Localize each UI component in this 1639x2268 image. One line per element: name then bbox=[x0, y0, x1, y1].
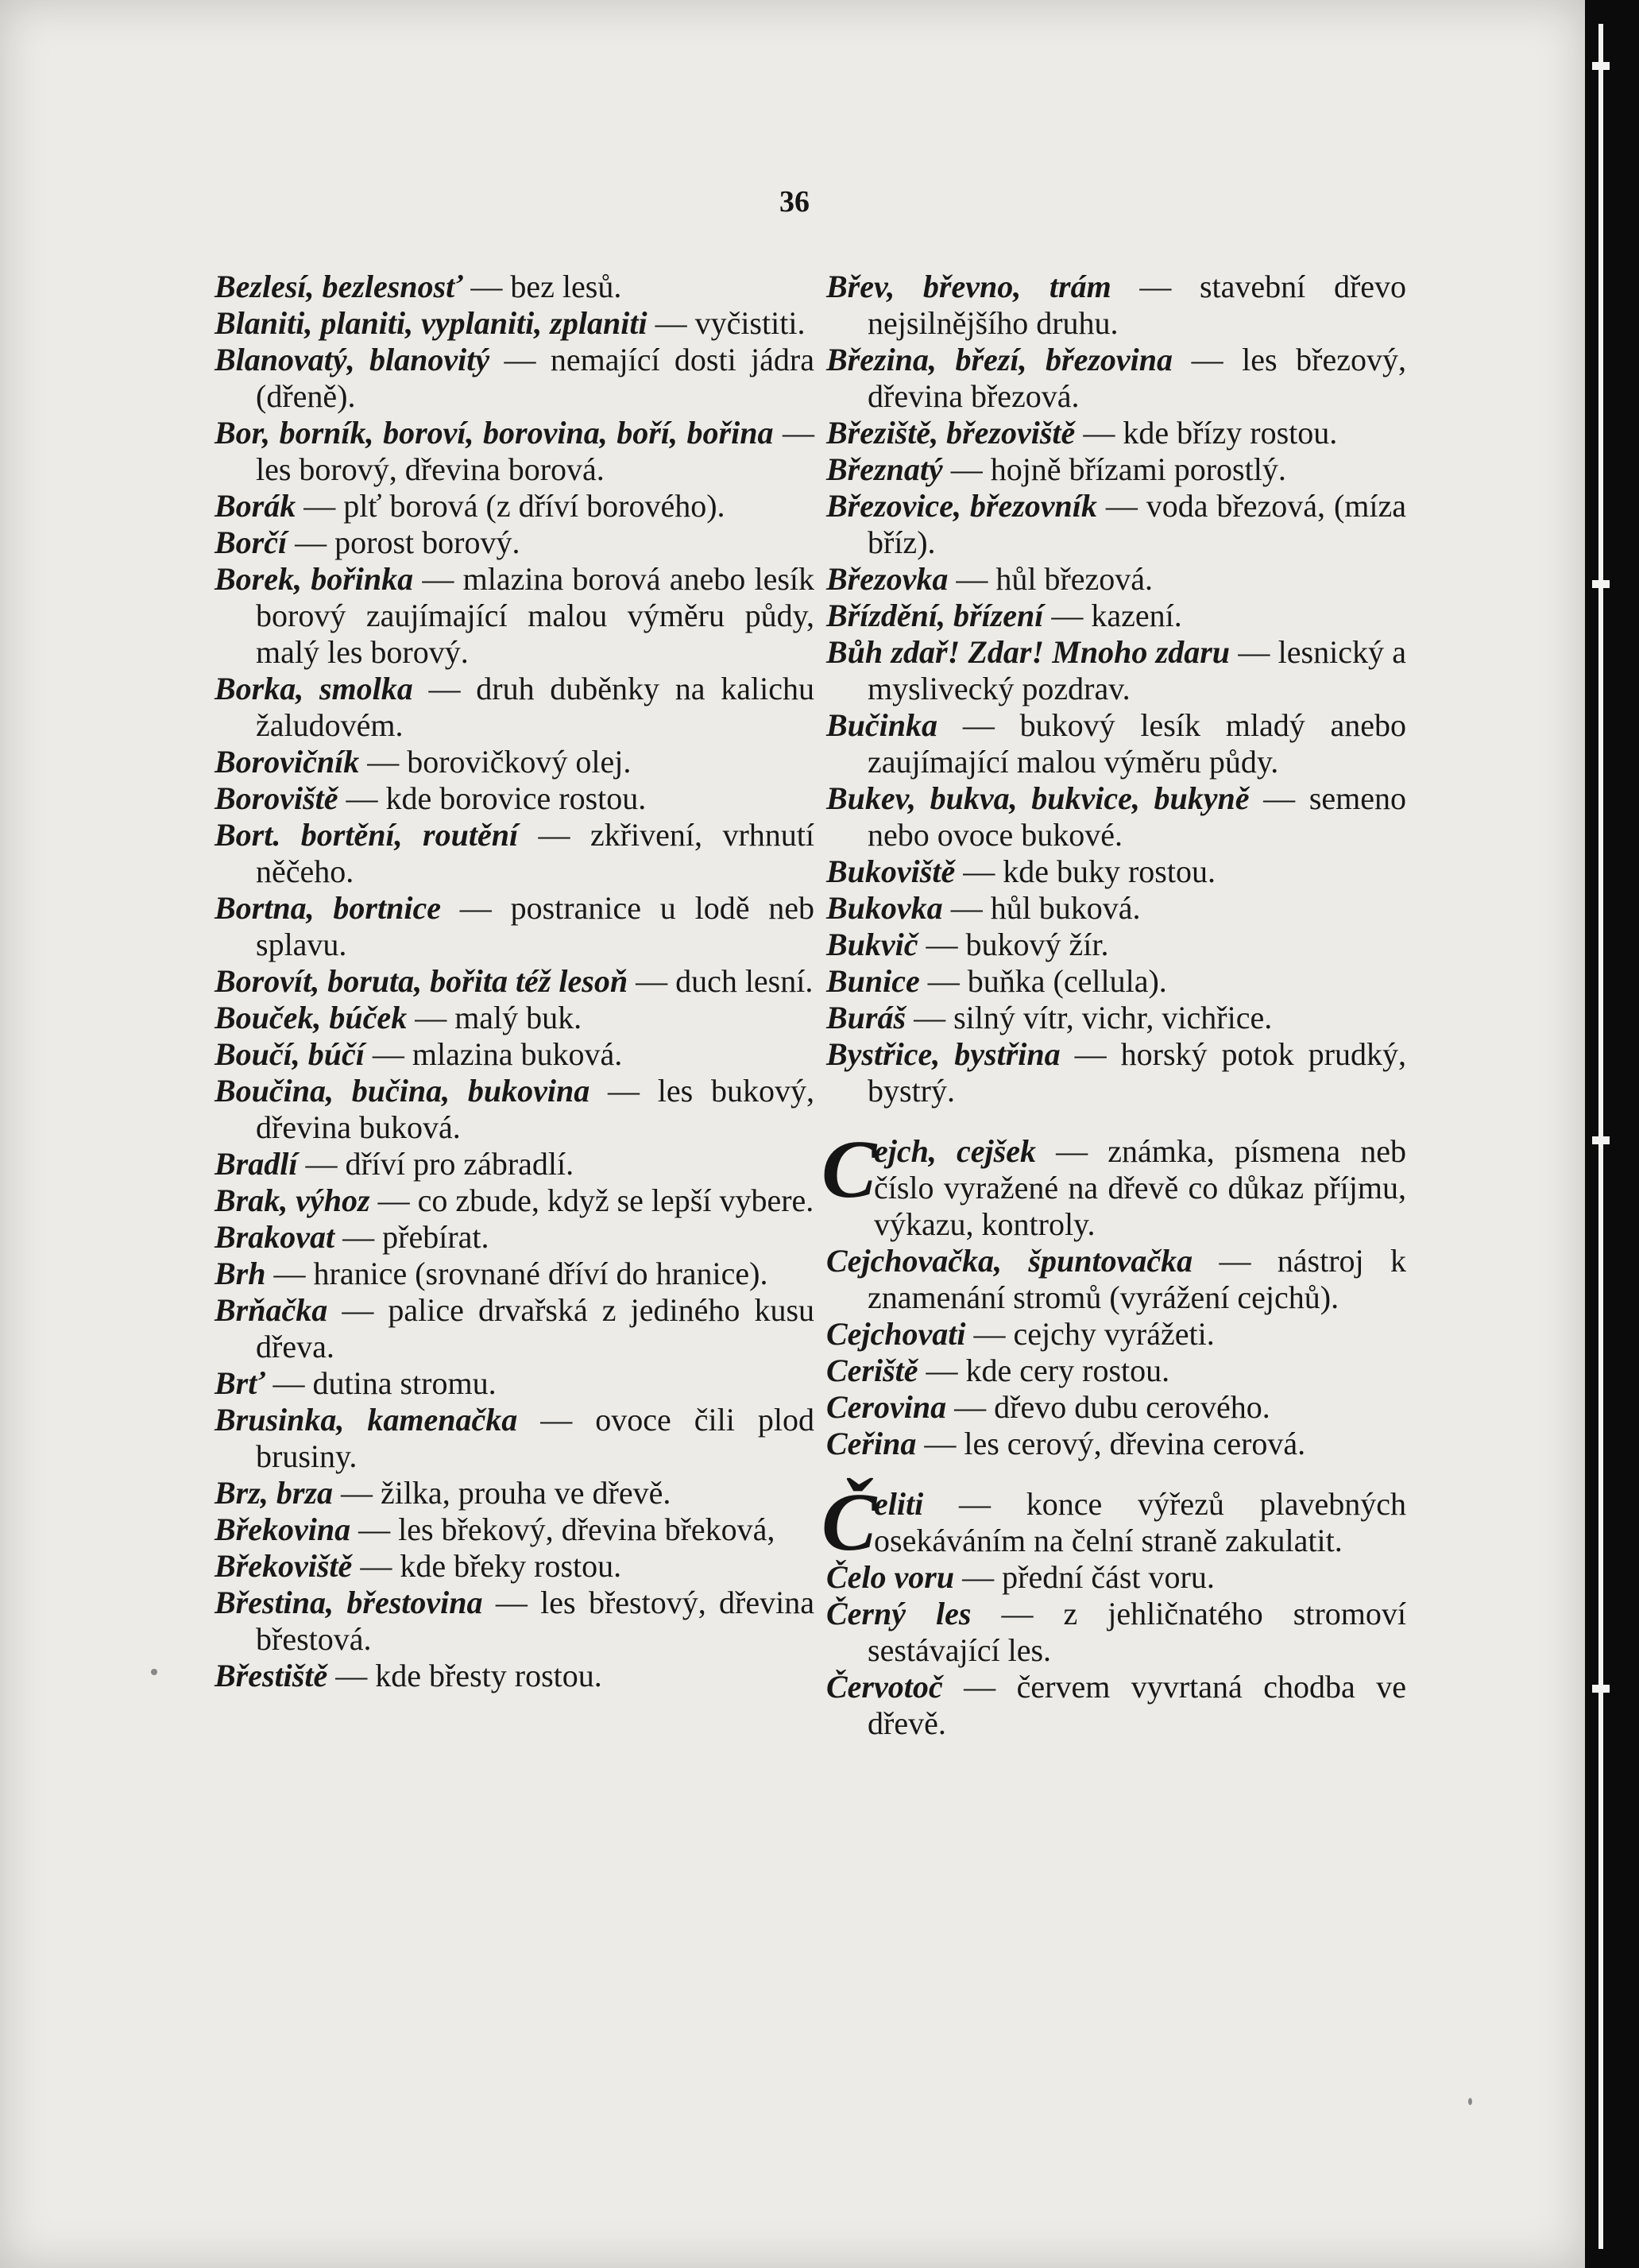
dictionary-entry bbox=[826, 488, 1406, 561]
dictionary-entry bbox=[826, 1559, 1406, 1596]
dictionary-entry bbox=[826, 269, 1406, 342]
dictionary-entry bbox=[826, 1243, 1406, 1316]
entry-term: Cejchovačka, špuntovačka bbox=[826, 1243, 1193, 1279]
entry-definition: — les cerový, dřevina cerová. bbox=[924, 1426, 1306, 1461]
dictionary-entry bbox=[215, 1073, 814, 1146]
dictionary-entry bbox=[215, 415, 814, 488]
dictionary-entry bbox=[215, 1475, 814, 1511]
entry-definition: — co zbude, když se lepší vybere. bbox=[377, 1182, 814, 1218]
dictionary-entry bbox=[826, 415, 1406, 451]
entry-definition: — mlazina buková. bbox=[372, 1036, 623, 1072]
entry-term: Břekoviště bbox=[215, 1548, 353, 1584]
entry-term: Cejchovati bbox=[826, 1316, 966, 1352]
entry-term: Bunice bbox=[826, 963, 920, 999]
entry-definition: — kde břízy rostou. bbox=[1083, 415, 1338, 451]
dictionary-entry bbox=[826, 1353, 1406, 1389]
entry-definition: — plť borová (z dříví borového). bbox=[303, 488, 725, 524]
entry-definition: — semeno nebo ovoce bukové. bbox=[868, 780, 1407, 853]
dictionary-entry bbox=[826, 1000, 1406, 1036]
dictionary-entry bbox=[215, 1585, 814, 1658]
entry-term: Boučina, bučina, bukovina bbox=[215, 1073, 590, 1109]
entry-term: Bučinka bbox=[826, 707, 938, 743]
dictionary-entry bbox=[215, 305, 814, 342]
drop-cap-c: C bbox=[821, 1124, 877, 1215]
entry-definition: — hůl březová. bbox=[956, 561, 1154, 597]
dictionary-entry bbox=[215, 1256, 814, 1292]
dictionary-entry bbox=[826, 634, 1406, 707]
entry-term: Brakovat bbox=[215, 1219, 335, 1255]
entry-definition: — bez lesů. bbox=[470, 269, 622, 304]
entry-definition: — les břestový, dřevina břestová. bbox=[256, 1585, 814, 1657]
entry-term: Buráš bbox=[826, 1000, 906, 1035]
dictionary-entry bbox=[826, 451, 1406, 488]
entry-term: Cerovina bbox=[826, 1389, 947, 1425]
paper-speck bbox=[1468, 2098, 1472, 2105]
dictionary-entry bbox=[215, 342, 814, 415]
dictionary-entry bbox=[215, 1219, 814, 1256]
entry-definition: — hojně břízami porostlý. bbox=[950, 451, 1286, 487]
dictionary-entry bbox=[215, 1000, 814, 1036]
entry-definition: — horský potok prudký, bystrý. bbox=[868, 1036, 1406, 1109]
dictionary-entry bbox=[215, 269, 814, 305]
entry-definition: — nemající dosti jádra (dřeně). bbox=[256, 342, 815, 414]
dictionary-entry bbox=[215, 1182, 814, 1219]
dictionary-entry bbox=[215, 1658, 814, 1694]
entry-definition: — les bukový, dřevina buková. bbox=[256, 1073, 814, 1145]
dictionary-entry bbox=[215, 817, 814, 890]
entries-ch bbox=[826, 1559, 1406, 1742]
entry-definition: — kde břesty rostou. bbox=[335, 1658, 602, 1693]
entry-definition: — les břekový, dřevina břeková, bbox=[358, 1511, 775, 1547]
entry-term: Červotoč bbox=[826, 1669, 943, 1705]
entry-term: Borka, smolka bbox=[215, 671, 413, 706]
entry-definition: — kde břeky rostou. bbox=[360, 1548, 622, 1584]
entry-definition: — cejchy vyrážeti. bbox=[973, 1316, 1215, 1352]
entry-definition: — dříví pro zábradlí. bbox=[305, 1146, 574, 1182]
entries-c bbox=[826, 1243, 1406, 1462]
binding-mark bbox=[1592, 1136, 1610, 1144]
entry-definition: — borovičkový olej. bbox=[367, 744, 632, 780]
dictionary-entry bbox=[215, 1548, 814, 1585]
entry-term: Břev, břevno, trám bbox=[826, 269, 1111, 304]
entry-definition: — ovoce čili plod brusiny. bbox=[256, 1402, 815, 1474]
section-ch-first-entry bbox=[821, 1477, 1406, 1568]
dictionary-entry bbox=[826, 1596, 1406, 1669]
entry-definition: — hůl buková. bbox=[950, 890, 1141, 926]
entry-term: eliti bbox=[874, 1486, 924, 1522]
entry-definition: — bukový žír. bbox=[926, 927, 1109, 962]
entry-term: Bor, borník, boroví, borovina, boří, bořina bbox=[215, 415, 774, 451]
entry-definition: — dutina stromu. bbox=[273, 1365, 497, 1401]
entry-term: Čelo voru bbox=[826, 1559, 955, 1595]
entry-term: Bradlí bbox=[215, 1146, 298, 1182]
entry-term: Břestiště bbox=[215, 1658, 328, 1693]
page-number: 36 bbox=[779, 185, 810, 219]
dictionary-entry bbox=[826, 598, 1406, 634]
entry-term: Břízdění, břízení bbox=[826, 598, 1044, 633]
entry-term: Brak, výhoz bbox=[215, 1182, 370, 1218]
dictionary-entry bbox=[215, 744, 814, 780]
entry-term: ejch, cejšek bbox=[874, 1133, 1036, 1169]
entry-definition: — silný vítr, vichr, vichřice. bbox=[914, 1000, 1273, 1035]
entry-term: Boroviště bbox=[215, 780, 338, 816]
page-edge-shadow bbox=[1585, 0, 1639, 2268]
entry-definition: — vyčistiti. bbox=[655, 305, 806, 341]
dictionary-entry bbox=[215, 1292, 814, 1365]
entry-term: Blanovatý, blanovitý bbox=[215, 342, 490, 377]
entry-term: Bort. bortění, routění bbox=[215, 817, 519, 853]
entry-definition: — lesnický a myslivecký pozdrav. bbox=[868, 634, 1407, 706]
dictionary-entry bbox=[215, 1365, 814, 1402]
dictionary-entry bbox=[826, 853, 1406, 890]
binding-mark bbox=[1592, 580, 1610, 588]
entry-definition: — nástroj k znamenání stromů (vyrážení cejchů). bbox=[868, 1243, 1407, 1315]
entry-term: Břekovina bbox=[215, 1511, 351, 1547]
entry-definition: — kazení. bbox=[1051, 598, 1182, 633]
paper-speck bbox=[151, 1669, 157, 1675]
entry-term: Bystřice, bystřina bbox=[826, 1036, 1061, 1072]
dictionary-entry bbox=[826, 1036, 1406, 1109]
entry-term: Bukvič bbox=[826, 927, 918, 962]
dictionary-entry bbox=[826, 890, 1406, 927]
entry-definition: — bukový lesík mladý anebo zaujímající malou výměru půdy. bbox=[868, 707, 1406, 780]
entry-term: Brť bbox=[215, 1365, 265, 1401]
dictionary-entry bbox=[215, 524, 814, 561]
entries-b bbox=[826, 269, 1406, 1109]
entry-term: Bůh zdař! Zdar! Mnoho zdaru bbox=[826, 634, 1231, 670]
dictionary-entry bbox=[215, 488, 814, 524]
entry-definition: — konce výřezů plavebných osekáváním na čelní straně zakulatit. bbox=[874, 1486, 1406, 1558]
entry-term: Březovice, březovník bbox=[826, 488, 1097, 524]
entry-definition: — z jehličnatého stromoví sestávající les. bbox=[868, 1596, 1407, 1668]
entry-term: Borčí bbox=[215, 524, 288, 560]
entry-term: Březina, březí, březovina bbox=[826, 342, 1173, 377]
dictionary-entry bbox=[826, 561, 1406, 598]
entry-definition: — druh duběnky na kalichu žaludovém. bbox=[256, 671, 815, 743]
entry-term: Bezlesí, bezlesnosť bbox=[215, 269, 463, 304]
entry-definition: — přebírat. bbox=[342, 1219, 489, 1255]
entry-definition: — zkřivení, vrhnutí něčeho. bbox=[256, 817, 814, 889]
dictionary-entry bbox=[215, 1402, 814, 1475]
entry-definition: — kde cery rostou. bbox=[926, 1353, 1170, 1388]
entry-term: Brz, brza bbox=[215, 1475, 333, 1511]
dictionary-entry bbox=[215, 1146, 814, 1182]
entry-term: Borek, bořinka bbox=[215, 561, 414, 597]
dictionary-entry bbox=[826, 1316, 1406, 1353]
entry-definition: — postranice u lodě neb splavu. bbox=[256, 890, 815, 962]
entry-definition: — porost borový. bbox=[295, 524, 520, 560]
entry-definition: — žilka, prouha ve dřevě. bbox=[340, 1475, 671, 1511]
dictionary-entry bbox=[826, 707, 1406, 780]
dictionary-entry bbox=[215, 1511, 814, 1548]
entry-definition: — duch lesní. bbox=[636, 963, 814, 999]
entry-definition: — voda březová, (míza bříz). bbox=[868, 488, 1406, 560]
entry-term: Březiště, březoviště bbox=[826, 415, 1076, 451]
entry-term: Brusinka, kamenačka bbox=[215, 1402, 518, 1438]
binding-mark bbox=[1592, 62, 1610, 70]
dictionary-entry bbox=[215, 1036, 814, 1073]
entry-definition: — přední část voru. bbox=[962, 1559, 1215, 1595]
entry-term: Brňačka bbox=[215, 1292, 328, 1328]
entry-term: Blaniti, planiti, vyplaniti, zplaniti bbox=[215, 305, 647, 341]
entry-term: Bouček, búček bbox=[215, 1000, 408, 1035]
entry-term: Brh bbox=[215, 1256, 266, 1291]
binding-mark bbox=[1592, 1685, 1610, 1693]
entry-definition: — buňka (cellula). bbox=[927, 963, 1167, 999]
entry-term: Borovičník bbox=[215, 744, 360, 780]
entry-definition: — palice drvařská z jediného kusu dřeva. bbox=[256, 1292, 815, 1364]
entry-definition: — kde borovice rostou. bbox=[346, 780, 647, 816]
entry-definition: — známka, písmena neb číslo vyražené na dřevě co důkaz příjmu, výkazu, kontroly. bbox=[874, 1133, 1407, 1242]
dictionary-entry bbox=[826, 963, 1406, 1000]
entry-definition: — dřevo dubu cerového. bbox=[954, 1389, 1270, 1425]
dictionary-entry bbox=[826, 1669, 1406, 1742]
entry-term: Bortna, bortnice bbox=[215, 890, 441, 926]
entry-term: Ceriště bbox=[826, 1353, 918, 1388]
dictionary-entry bbox=[826, 342, 1406, 415]
entry-term: Bukoviště bbox=[826, 853, 956, 889]
dictionary-entry bbox=[826, 927, 1406, 963]
entry-term: Borovít, boruta, bořita též lesoň bbox=[215, 963, 628, 999]
entry-term: Borák bbox=[215, 488, 296, 524]
left-column bbox=[215, 269, 814, 1694]
entry-definition: — mlazina borová anebo lesík borový zaujímající malou výměru půdy, malý les borový. bbox=[256, 561, 815, 670]
dictionary-entry bbox=[826, 1426, 1406, 1462]
dictionary-entry bbox=[826, 780, 1406, 853]
dictionary-entry bbox=[215, 963, 814, 1000]
entry-definition: — hranice (srovnané dříví do hranice). bbox=[273, 1256, 768, 1291]
entry-term: Boučí, búčí bbox=[215, 1036, 365, 1072]
entry-term: Ceřina bbox=[826, 1426, 917, 1461]
dictionary-entry bbox=[215, 890, 814, 963]
entry-term: Černý les bbox=[826, 1596, 972, 1631]
entry-definition: — malý buk. bbox=[415, 1000, 582, 1035]
dictionary-entry bbox=[826, 1389, 1406, 1426]
entry-definition: — les borový, dřevina borová. bbox=[256, 415, 815, 487]
right-column bbox=[821, 269, 1407, 1742]
entry-definition: — kde buky rostou. bbox=[963, 853, 1216, 889]
entry-term: Břestina, břestovina bbox=[215, 1585, 483, 1620]
entry-definition: — stavební dřevo nejsilnějšího druhu. bbox=[868, 269, 1407, 341]
entry-term: Bukovka bbox=[826, 890, 943, 926]
entry-term: Bukev, bukva, bukvice, bukyně bbox=[826, 780, 1250, 816]
dictionary-entry bbox=[215, 561, 814, 671]
entry-definition: — les březový, dřevina březová. bbox=[868, 342, 1406, 414]
entry-term: Březovka bbox=[826, 561, 949, 597]
drop-cap-ch: Č bbox=[821, 1477, 877, 1568]
entry-term: Březnatý bbox=[826, 451, 943, 487]
dictionary-entry bbox=[215, 780, 814, 817]
entry-definition: — červem vyvrtaná chodba ve dřevě. bbox=[868, 1669, 1406, 1741]
dictionary-entry bbox=[215, 671, 814, 744]
section-c-first-entry bbox=[821, 1124, 1407, 1243]
